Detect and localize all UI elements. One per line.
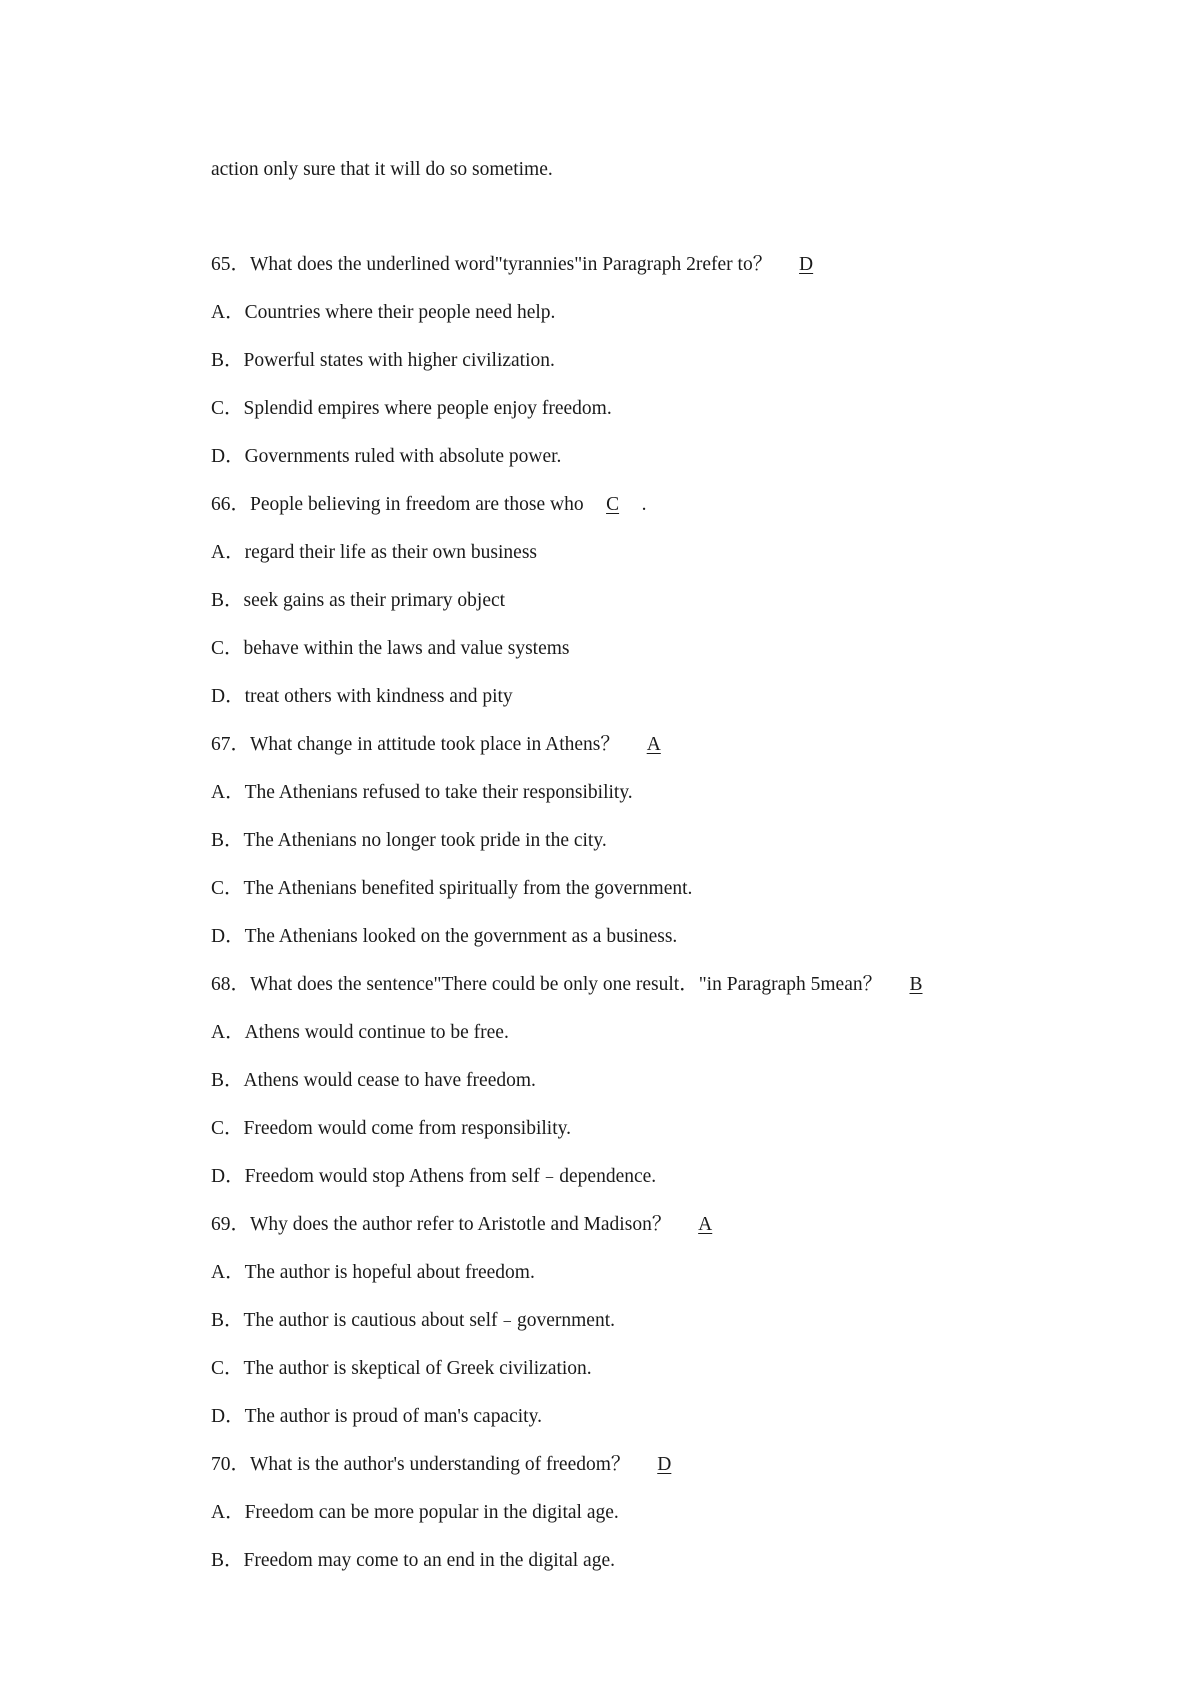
option-66-a: A．regard their life as their own business (211, 542, 537, 563)
question-65 (211, 253, 835, 277)
option-66-b: B．seek gains as their primary object (211, 590, 506, 611)
question-stem: 66．People believing in freedom are those who (211, 494, 584, 515)
option-69-b: B．The author is cautious about self﹣government. (211, 1310, 615, 1331)
answer-blank: A (698, 1214, 713, 1235)
option-67-d: D．The Athenians looked on the government as a business. (211, 926, 678, 947)
question-stem: 70．What is the author's understanding of freedom？ (211, 1454, 631, 1475)
option-67-a: A．The Athenians refused to take their responsibility. (211, 782, 633, 803)
answer-blank: D (799, 254, 814, 275)
option-68-c: C．Freedom would come from responsibility. (211, 1118, 571, 1139)
option-65-d: D．Governments ruled with absolute power. (211, 446, 562, 467)
option-67-b: B．The Athenians no longer took pride in the city. (211, 830, 607, 851)
option-69-a: A．The author is hopeful about freedom. (211, 1262, 535, 1283)
option-65-a: A．Countries where their people need help. (211, 302, 556, 323)
option-67-c: C．The Athenians benefited spiritually from the government. (211, 878, 693, 899)
option-68-b: B．Athens would cease to have freedom. (211, 1070, 536, 1091)
option-68-a: A．Athens would continue to be free. (211, 1022, 509, 1043)
option-70-b: B．Freedom may come to an end in the digital age. (211, 1550, 615, 1571)
question-trail: . (641, 494, 647, 515)
question-67 (211, 733, 683, 757)
question-stem: 68．What does the sentence"There could be only one result．"in Paragraph 5mean？ (211, 974, 883, 995)
intro-text: action only sure that it will do so sometime. (211, 159, 553, 180)
answer-blank: A (646, 734, 661, 755)
question-70 (211, 1453, 693, 1477)
question-68 (211, 973, 945, 997)
option-65-b: B．Powerful states with higher civilization. (211, 350, 555, 371)
option-68-d: D．Freedom would stop Athens from self﹣dependence. (211, 1166, 657, 1187)
option-69-c: C．The author is skeptical of Greek civilization. (211, 1358, 592, 1379)
question-66 (211, 493, 646, 517)
question-stem: 69．Why does the author refer to Aristotle and Madison？ (211, 1214, 672, 1235)
answer-blank: D (657, 1454, 672, 1475)
option-66-d: D．treat others with kindness and pity (211, 686, 513, 707)
option-66-c: C．behave within the laws and value systems (211, 638, 570, 659)
question-stem: 65．What does the underlined word"tyrannies"in Paragraph 2refer to？ (211, 254, 773, 275)
question-69 (211, 1213, 734, 1237)
answer-blank: B (909, 974, 923, 995)
answer-blank: C (606, 494, 620, 515)
question-stem: 67．What change in attitude took place in Athens？ (211, 734, 620, 755)
option-65-c: C．Splendid empires where people enjoy freedom. (211, 398, 612, 419)
option-70-a: A．Freedom can be more popular in the digital age. (211, 1502, 619, 1523)
option-69-d: D．The author is proud of man's capacity. (211, 1406, 542, 1427)
